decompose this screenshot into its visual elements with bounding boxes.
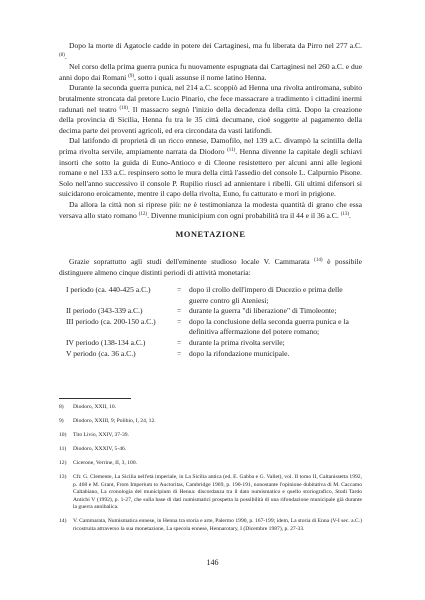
paragraph: Dopo la morte di Agatocle cadde in potere dei Cartaginesi, ma fu liberata da Pirro nel 277 a.C. $^{(8)}$.: [59, 41, 362, 61]
footnote-number: 11): [59, 445, 67, 452]
period-label: I periodo (ca. 440-425 a.C.): [66, 285, 151, 294]
period-equals: =: [177, 348, 182, 358]
footnote: [59, 432, 362, 440]
period-item: [66, 349, 362, 360]
paragraph: Dal latifondo di proprietà di un ricco ennese, Damofilo, nel 139 a.C. divampò la scintilla della prima rivolta servile, ampiamente narrata da Diodoro $^{(11)}$. Henna divenne la capitale degli schiavi insorti che sotto la guida di Euno-Antioco e di Cleone resistettero per alcuni anni alle legioni romane e nel 133 a.C. respinsero sotto le mura della città l'assedio del console L. Calpurnio Pisone. Solo nell'anno successivo il console P. Rupilio riuscì ad annientare i ribelli. Gli ultimi difensori si suicidarono eroicamente, mentre il capo della rivolta, Euno, fu catturato e morì in prigione.: [59, 136, 362, 199]
footnote: [59, 446, 362, 454]
footnote-number: 13): [59, 473, 67, 480]
footnote: [59, 418, 362, 426]
footnote-ref: (13): [340, 211, 350, 217]
footnote-text: Cicerone, Verrine, II, 3, 100.: [73, 459, 138, 466]
history-text: [59, 41, 362, 221]
footnote-ref: (12): [138, 211, 148, 217]
page-number: 146: [206, 558, 219, 567]
section-heading: MONETAZIONE: [175, 230, 246, 239]
footnote: [59, 404, 362, 412]
period-item: [66, 285, 362, 306]
period-equals: =: [177, 306, 182, 316]
footnote-text: Diodoro, XXII, 10.: [73, 404, 117, 410]
footnote: [59, 460, 362, 468]
period-equals: =: [177, 285, 182, 294]
period-item: [66, 338, 362, 349]
footnote-number: 8): [59, 404, 64, 410]
section-intro: Grazie soprattutto agli studi dell'eminente studioso locale V. Cammarata $^{(14)}$ è possibile distinguere almeno cinque distinti periodi di attività monetaria:: [59, 257, 362, 277]
footnote-text: Diodoro, XXXIV, 5-46.: [73, 445, 127, 452]
paragraph: Nel corso della prima guerra punica fu nuovamente espugnata dai Cartaginesi nel 260 a.C. e due anni dopo dai Romani $^{(9)}$, sotto i quali assunse il nome latino Henna.: [59, 62, 362, 82]
period-description: durante la prima rivolta servile;: [189, 337, 285, 347]
footnote-number: 10): [59, 431, 67, 438]
footnote-text: Tito Livio, XXIV, 37-39.: [73, 431, 129, 438]
footnote-ref: (8): [59, 52, 65, 58]
period-description: dopo il crollo dell'impero di Ducezio e prima delle guerre contro gli Ateniesi;: [189, 285, 343, 305]
period-list: [66, 285, 362, 359]
footnote-text: Diodoro, XXIII, 9; Polibio, I, 24, 12.: [73, 417, 156, 424]
footnote-divider: [59, 398, 131, 399]
period-label: IV periodo (138-134 a.C.): [66, 337, 146, 347]
footnote: [59, 474, 362, 512]
footnote: [59, 518, 362, 533]
period-label: III periodo (ca. 200-150 a.C.): [66, 316, 156, 326]
footnote-number: 9): [59, 417, 64, 424]
period-item: [66, 306, 362, 317]
period-description: durante la guerra "di liberazione" di Timoleonte;: [189, 306, 337, 316]
period-label: II periodo (343-339 a.C.): [66, 306, 143, 316]
paragraph: Da allora la città non si riprese più: ne è testimonianza la modesta quantità di grano che essa versava allo stato romano $^{(12)}$. Divenne municipium con ogni probabilità tra il 44 e il 36 a.C. $^{(13)}$.: [59, 199, 362, 220]
paragraph: Durante la seconda guerra punica, nel 214 a.C. scoppiò ad Henna una rivolta antiromana, subito brutalmente stroncata dal pretore Lucio Pinario, che fece massacrare a tradimento i cittadini inermi radunati nel teatro $^{(10)}$. Il massacro segnò l'inizio della decadenza della città. Dopo la creazione della provincia di Sicilia, Henna fu tra le 35 città decumane, cioè soggette al pagamento della decima parte dei proventi agricoli, ed era circondata da vasti latifondi.: [59, 83, 362, 135]
footnote-text: V. Cammarata, Numismatica ennese, in Henna tra storia e arte, Palermo 1990, p. 167-199; idem, La storia di Enna (V-I sec. a.C.) ricostruita attraverso la sua monetazione, La specola ennese, Hennarotary, I (Dicembre 1987), p. 27-33.: [73, 518, 362, 532]
footnote-text: Cfr. G. Clemente, La Sicilia nell'età imperiale, in La Sicilia antica (ed. E. Gabba e G. Vallet), vol. II tomo II, Caltanissetta 1992, p. 468 e M. Grant, From Imperium to Auctoritas, Cambridge 1969, p. 190-191, nonostante l'opinione dubitativa di M. Caccamo Caltabiano, La cronologia del municipium di Henna: discordanza tra il dato numismatico e quello storiografico, Studi Tardo Antichi V (1992), p. 1-27, che sulla base di dati numismatici prospetta la possibilità di una rifondazione municipale già durante la guerra annibalica.: [73, 473, 362, 511]
footnote-number: 14): [59, 518, 67, 525]
period-label: V periodo (ca. 36 a.C.): [66, 348, 136, 358]
period-equals: =: [177, 316, 182, 326]
period-equals: =: [177, 337, 182, 347]
footnote-ref: (9): [128, 73, 135, 79]
footnote-ref: (14): [314, 258, 323, 263]
period-description: dopo la rifondazione municipale.: [189, 348, 290, 358]
period-item: [66, 317, 362, 338]
footnotes: [59, 404, 362, 540]
period-description: dopo la conclusione della seconda guerra punica e la definitiva affermazione del potere romano;: [189, 316, 349, 337]
footnote-ref: (10): [119, 105, 128, 111]
footnote-ref: (11): [227, 147, 236, 153]
footnote-number: 12): [59, 459, 67, 466]
